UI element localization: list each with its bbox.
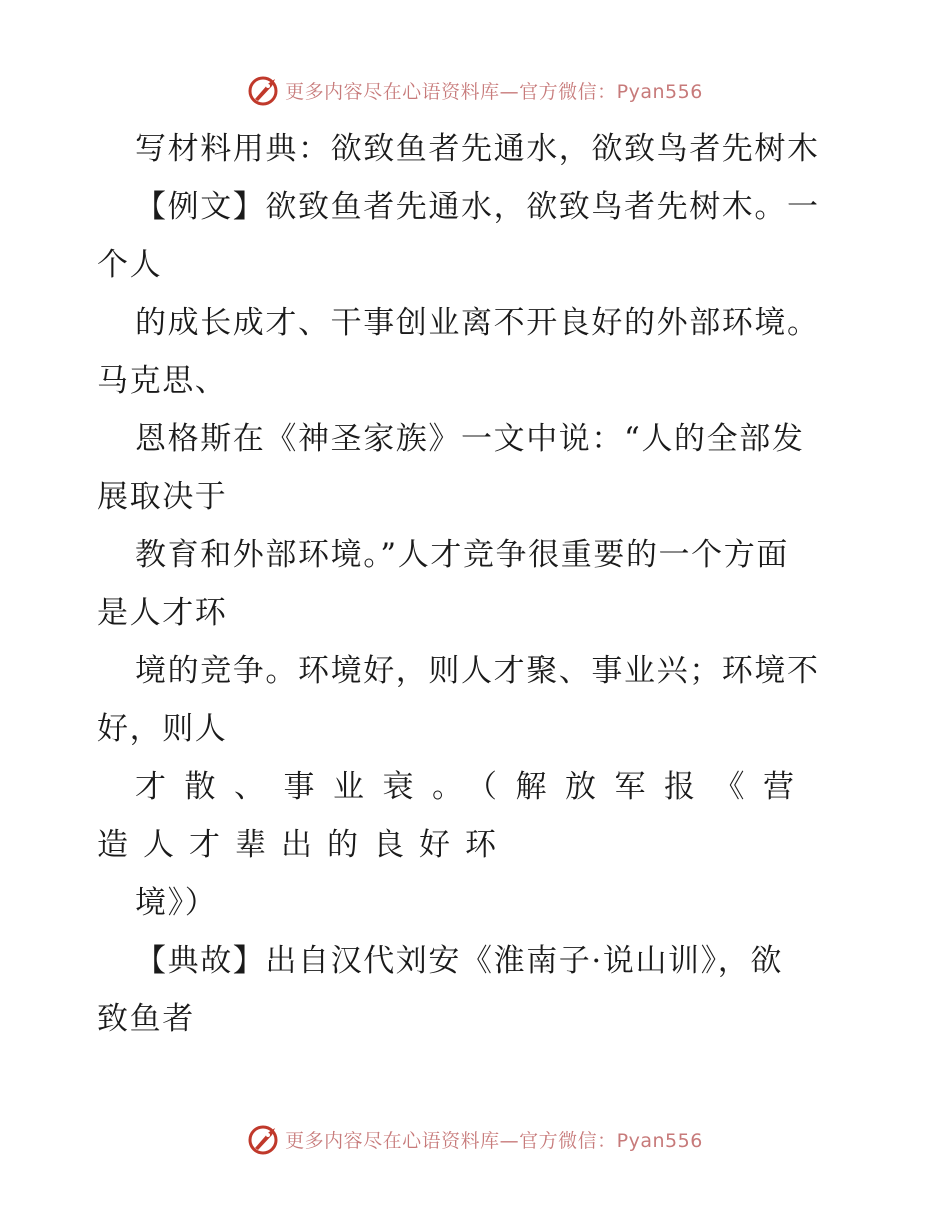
document-body bbox=[97, 120, 853, 1048]
header-banner bbox=[0, 70, 950, 110]
banner-text: 更多内容尽在心语资料库—官方微信：Pyan556 bbox=[285, 80, 703, 103]
footer-banner bbox=[0, 1119, 950, 1159]
text-line: 是人才环 bbox=[97, 595, 228, 631]
text-line: 马克思、 bbox=[97, 363, 228, 399]
text-line: 境的竞争。环境好，则人才聚、事业兴；环境不 bbox=[135, 653, 820, 689]
text-line: 展取决于 bbox=[97, 479, 228, 515]
text-line: 造人才辈出的良好环 bbox=[97, 827, 511, 863]
text-line: 恩格斯在《神圣家族》一文中说：“人的全部发 bbox=[135, 421, 805, 457]
text-line: 才散、事业衰。（解放军报《营 bbox=[135, 769, 813, 805]
banner-text: 更多内容尽在心语资料库—官方微信：Pyan556 bbox=[285, 1129, 703, 1152]
pen-nib-logo-icon bbox=[247, 1122, 281, 1156]
text-line: 好，则人 bbox=[97, 711, 228, 747]
text-line: 教育和外部环境。”人才竞争很重要的一个方面 bbox=[135, 537, 789, 573]
text-line: 致鱼者 bbox=[97, 1001, 195, 1037]
text-line: 境》） bbox=[135, 885, 218, 921]
text-line: 【典故】出自汉代刘安《淮南子·说山训》，欲 bbox=[135, 943, 783, 979]
text-line: 的成长成才、干事创业离不开良好的外部环境。 bbox=[135, 305, 820, 341]
text-line: 写材料用典：欲致鱼者先通水，欲致鸟者先树木 bbox=[135, 131, 820, 167]
text-line: 个人 bbox=[97, 247, 163, 283]
text-line: 【例文】欲致鱼者先通水，欲致鸟者先树木。一 bbox=[135, 189, 820, 225]
pen-nib-logo-icon bbox=[247, 73, 281, 107]
